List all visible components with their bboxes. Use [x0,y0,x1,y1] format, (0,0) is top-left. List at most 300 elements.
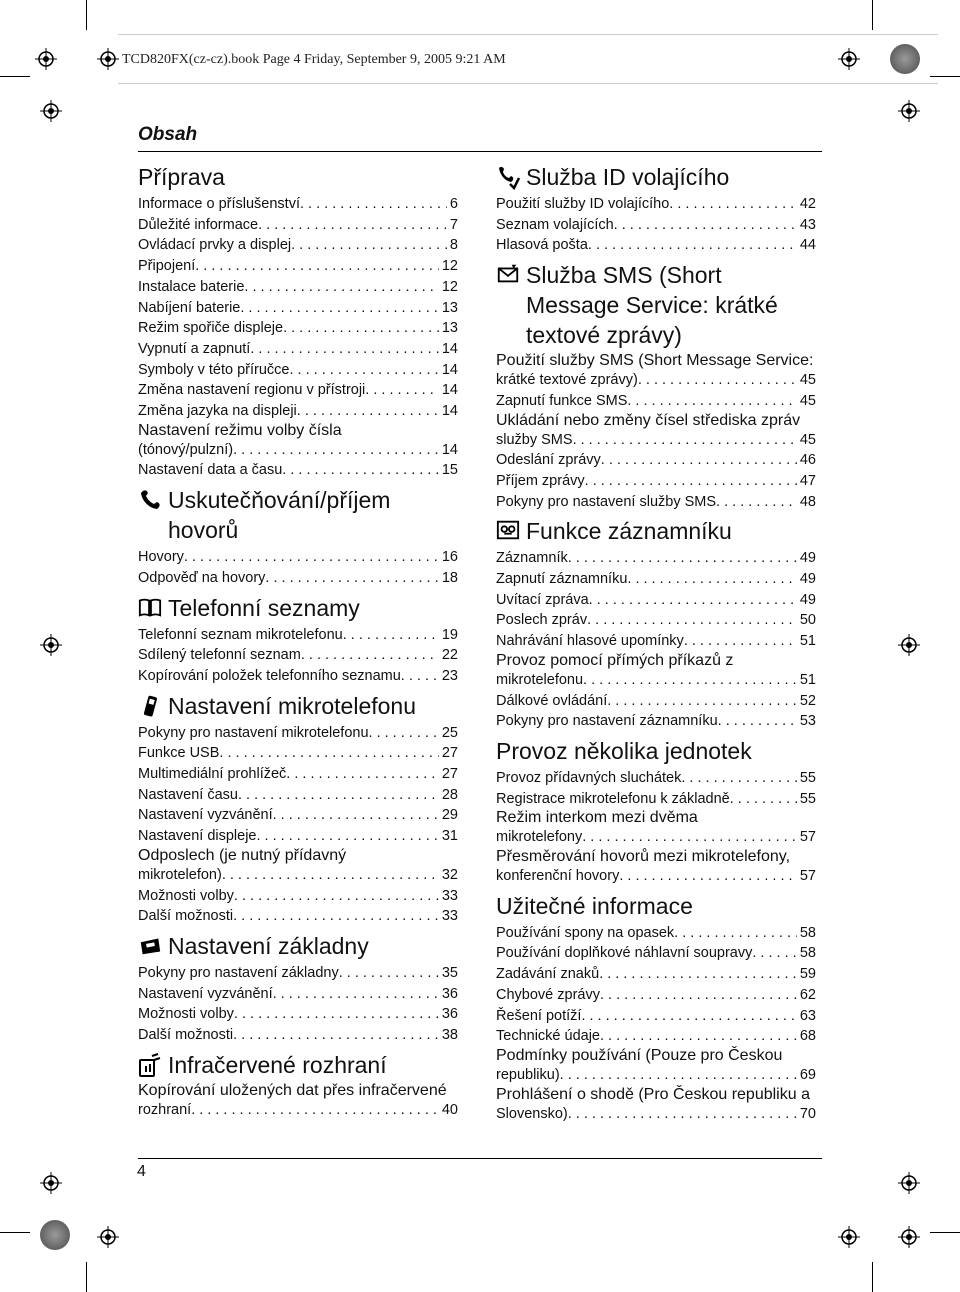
toc-entry-line: Nastavení režimu volby čísla [138,421,342,439]
toc-entry-page: 19 [441,626,458,643]
toc-entry-label: Používání spony na opasek [496,924,675,941]
toc-entry-page: 28 [441,786,458,803]
toc-entry[interactable] [138,194,458,215]
toc-entry-label: Pokyny pro nastavení základny [138,964,339,981]
registration-mark-icon [838,1226,860,1248]
toc-entry[interactable] [138,401,458,422]
dot-leader [681,768,796,789]
toc-entry-page: 53 [799,713,816,730]
toc-entry-label: Slovensko) [496,1105,568,1122]
toc-entry-line: Použití služby SMS (Short Message Service: [496,352,814,370]
toc-entry[interactable] [138,625,458,646]
toc-entry[interactable] [138,645,458,666]
toc-entry[interactable] [496,985,816,1006]
toc-entry[interactable] [138,984,458,1005]
toc-entry-label: Sdílený telefonní seznam [138,647,301,664]
toc-entry-line: Odposlech (je nutný přídavný [138,846,347,864]
toc-entry-page: 27 [441,766,458,783]
section-title [496,162,816,192]
dot-leader [674,923,797,944]
toc-entry-page: 31 [441,828,458,845]
toc-entry[interactable] [138,906,458,927]
toc-entry[interactable] [138,277,458,298]
toc-entry-label: Nastavení displeje [138,828,257,845]
toc-entry[interactable] [496,1104,816,1125]
crop-mark [872,1262,873,1292]
section-title [138,1050,458,1080]
toc-entry-label: Změna nastavení regionu v přístroji [138,382,366,399]
toc-entry[interactable] [496,610,816,631]
registration-mark-icon [898,100,920,122]
section-title-text: Nastavení mikrotelefonu [168,692,417,719]
toc-entry-label: Další možnosti [138,1027,234,1044]
toc-entry-page: 14 [441,403,458,420]
toc-entry[interactable] [496,964,816,985]
toc-entry[interactable] [138,1025,458,1046]
toc-entry-page: 18 [441,569,458,586]
section-title-text: Telefonní seznamy [168,594,360,621]
crop-mark [0,76,30,77]
toc-entry-page: 29 [441,807,458,824]
toc-entry-page: 36 [441,1006,458,1023]
toc-entry-page: 36 [441,985,458,1002]
toc-entry-label: republiku) [496,1066,560,1083]
dot-leader [588,235,797,256]
crop-mark [872,0,873,30]
toc-entry-label: Instalace baterie [138,278,245,295]
toc-entry-line: Ukládání nebo změny čísel střediska zpráv [496,411,801,429]
toc-entry[interactable] [496,711,816,732]
registration-mark-icon [898,1172,920,1194]
dot-leader [184,547,439,568]
dot-leader [573,430,797,451]
dot-leader [684,631,797,652]
dot-leader [599,964,797,985]
dot-leader [627,391,796,412]
dot-leader [265,568,438,589]
toc-entry-label: krátké textové zprávy) [496,372,638,389]
section-title-text: Funkce záznamníku [526,518,732,545]
toc-entry[interactable] [138,666,458,687]
crop-mark [86,1262,87,1292]
toc-entry-page: 57 [799,868,816,885]
toc-entry-page: 35 [441,964,458,981]
color-dot [40,1220,70,1250]
crop-mark [0,1232,30,1233]
toc-entry-label: Symboly v této příručce [138,361,290,378]
toc-entry[interactable] [496,430,816,451]
toc-entry-page: 38 [441,1027,458,1044]
dot-leader [219,743,438,764]
dot-leader [730,789,797,810]
dot-leader [600,1026,797,1047]
dot-leader [273,984,439,1005]
section-title-text: Příprava [138,164,225,190]
toc-entry-label: Vypnutí a zapnutí [138,340,251,357]
toc-entry[interactable] [138,785,458,806]
dot-leader [343,625,439,646]
dot-leader [619,866,797,887]
dot-leader [233,440,439,461]
section-title-text: Uskutečňování/příjem hovorů [168,487,391,544]
toc-entry-label: Použití služby ID volajícího [496,196,670,212]
toc-entry-label: Připojení [138,258,196,275]
dot-leader [233,1025,439,1046]
toc-entry[interactable] [138,743,458,764]
toc-entry[interactable] [138,764,458,785]
toc-entry-label: Uvítací zpráva [496,591,589,608]
dot-leader [752,943,797,964]
toc-entry-page: 63 [799,1007,816,1024]
dot-leader [238,785,439,806]
page-number: 4 [137,1163,146,1180]
dot-leader [234,886,439,907]
toc-entry-page: 32 [441,866,458,883]
toc-entry-label: Provoz přídavných sluchátek [496,769,682,786]
dot-leader [587,610,797,631]
toc-entry-page: 69 [799,1066,816,1083]
toc-entry[interactable] [496,194,816,215]
dot-leader [258,215,447,236]
section-title-text: Služba ID volajícího [526,164,730,190]
dot-leader [339,963,439,984]
toc-entry-label: Funkce USB [138,745,220,762]
toc-entry-label: Možnosti volby [138,887,234,904]
toc-entry[interactable] [496,548,816,569]
toc-entry-label: Pokyny pro nastavení služby SMS [496,493,717,510]
toc-entry-page: 13 [441,320,458,337]
toc-right-column [496,158,816,1124]
toc-entry-page: 58 [799,945,816,962]
toc-section [496,891,816,1125]
dot-leader [222,865,439,886]
toc-entry[interactable] [496,866,816,887]
section-title-text: Nastavení základny [168,932,369,959]
phone-icon [138,487,162,513]
toc-entry-page: 43 [799,216,816,233]
toc-entry-page: 49 [799,591,816,608]
toc-entry[interactable] [138,460,458,481]
dot-leader [250,339,439,360]
toc-entry-page: 58 [799,924,816,941]
toc-entry[interactable] [496,391,816,412]
toc-entry-page: 14 [441,340,458,357]
crop-mark [930,1232,960,1233]
toc-entry-label: Nastavení data a času [138,462,283,479]
toc-entry-label: Informace o příslušenství [138,196,300,212]
dot-leader [627,569,796,590]
section-title [496,260,816,350]
toc-entry[interactable] [496,691,816,712]
toc-entry-label: Multimediální prohlížeč [138,766,287,783]
toc-entry-label: Příjem zprávy [496,472,585,489]
registration-mark-icon [838,48,860,70]
section-title [138,485,458,545]
toc-entry-page: 47 [799,472,816,489]
toc-entry-page: 33 [441,908,458,925]
toc-entry-label: Nastavení vyzvánění [138,807,273,824]
toc-entry-page: 51 [799,671,816,688]
toc-entry-page: 14 [441,361,458,378]
toc-entry-label: Možnosti volby [138,1006,234,1023]
toc-entry-page: 52 [799,692,816,709]
toc-entry[interactable] [496,923,816,944]
toc-entry-page: 50 [799,612,816,629]
registration-mark-icon [35,48,57,70]
toc-entry[interactable] [138,380,458,401]
toc-entry-page: 57 [799,829,816,846]
toc-entry-page: 45 [799,392,816,409]
toc-entry-label: Hovory [138,549,184,566]
toc-section [138,931,458,1046]
toc-entry-label: Poslech zpráv [496,612,588,629]
toc-entry[interactable] [138,723,458,744]
toc-entry-label: Změna jazyka na displeji [138,403,297,420]
toc-entry[interactable] [138,298,458,319]
toc-entry[interactable] [496,943,816,964]
toc-entry[interactable] [138,360,458,381]
dot-leader [282,460,439,481]
toc-entry-page: 59 [799,966,816,983]
toc-section [496,516,816,732]
toc-entry-label: služby SMS [496,431,573,448]
toc-entry-label: Další možnosti [138,908,234,925]
toc-entry-page: 22 [441,647,458,664]
book-icon [138,595,162,621]
dot-leader [257,826,439,847]
toc-entry-page: 16 [441,549,458,566]
toc-entry-label: konferenční hovory [496,868,620,885]
dot-leader [614,215,797,236]
toc-entry[interactable] [496,450,816,471]
infrared-icon [138,1052,162,1078]
registration-mark-icon [40,634,62,656]
toc-entry-line: Prohlášení o shodě (Pro Českou republiku a [496,1085,810,1103]
toc-entry-line: Provoz pomocí přímých příkazů z [496,651,734,669]
registration-mark-icon [898,634,920,656]
dot-leader [273,805,439,826]
toc-entry-line: Režim interkom mezi dvěma [496,809,698,827]
dot-leader [244,277,438,298]
toc-entry-page: 45 [799,372,816,389]
dot-leader [401,666,439,687]
toc-entry[interactable] [138,886,458,907]
registration-mark-icon [97,1226,119,1248]
registration-mark-icon [40,100,62,122]
toc-entry[interactable] [496,670,816,691]
toc-entry-label: Důležité informace [138,216,259,233]
toc-title: Obsah [138,124,198,145]
toc-entry-label: Seznam volajících [496,216,614,233]
tape-icon [496,518,520,544]
toc-entry[interactable] [496,827,816,848]
toc-entry-page: 23 [441,667,458,684]
toc-entry-label: mikrotelefon) [138,866,222,883]
toc-entry-label: Telefonní seznam mikrotelefonu [138,626,343,643]
color-dot [890,44,920,74]
toc-entry-page: 25 [441,724,458,741]
toc-entry[interactable] [496,1065,816,1086]
toc-section [496,162,816,256]
toc-entry-page: 48 [799,493,816,510]
toc-entry[interactable] [496,1006,816,1027]
toc-entry-page: 27 [441,745,458,762]
toc-entry-label: Chybové zprávy [496,986,600,1003]
toc-entry-label: Nastavení času [138,786,238,803]
base-icon [138,933,162,959]
toc-entry[interactable] [138,339,458,360]
toc-entry-page: 15 [441,462,458,479]
toc-entry[interactable] [138,440,458,461]
toc-entry[interactable] [138,1100,458,1121]
dot-leader [601,450,797,471]
toc-entry[interactable] [496,1026,816,1047]
toc-entry-page: 44 [799,237,816,254]
page-header: TCD820FX(cz-cz).book Page 4 Friday, September 9, 2005 9:21 AM [122,52,506,67]
sms-icon [496,262,520,288]
dot-leader [582,827,797,848]
toc-entry-page: 14 [441,382,458,399]
toc-entry[interactable] [138,805,458,826]
toc-entry[interactable] [138,865,458,886]
dot-leader [240,298,438,319]
toc-entry-page: 42 [799,196,816,212]
toc-entry-label: Používání doplňkové náhlavní soupravy [496,945,753,962]
toc-entry-line: Podmínky používání (Pouze pro Českou [496,1046,783,1064]
toc-entry[interactable] [138,547,458,568]
registration-mark-icon [97,48,119,70]
section-title [496,516,816,546]
toc-entry[interactable] [496,590,816,611]
caller-id-icon [496,164,520,190]
toc-section [496,736,816,887]
toc-entry-page: 12 [441,258,458,275]
toc-entry-page: 46 [799,452,816,469]
toc-entry-page: 49 [799,550,816,567]
section-title-text: Infračervené rozhraní [168,1051,387,1078]
dot-leader [669,194,797,215]
toc-entry[interactable] [138,826,458,847]
toc-entry[interactable] [138,963,458,984]
toc-entry-page: 51 [799,633,816,650]
dot-leader [195,256,439,277]
toc-entry-label: rozhraní [138,1101,192,1118]
registration-mark-icon [898,1226,920,1248]
dot-leader [716,492,797,513]
handset-icon [138,693,162,719]
toc-entry[interactable] [138,215,458,236]
dot-leader [297,401,439,422]
dot-leader [718,711,797,732]
section-title [496,891,816,921]
toc-entry-label: Zapnutí záznamníku [496,571,628,588]
toc-entry-label: Kopírování položek telefonního seznamu [138,667,401,684]
toc-entry-page: 55 [799,769,816,786]
toc-entry-page: 68 [799,1028,816,1045]
toc-entry-label: mikrotelefonu [496,671,584,688]
toc-entry-page: 62 [799,986,816,1003]
toc-entry-label: Technické údaje [496,1028,600,1045]
toc-entry[interactable] [496,789,816,810]
toc-entry[interactable] [496,569,816,590]
dot-leader [301,645,439,666]
toc-section [138,162,458,481]
section-title-text: Užitečné informace [496,892,693,919]
toc-entry[interactable] [496,631,816,652]
dot-leader [560,1065,797,1086]
toc-divider [138,151,822,152]
toc-entry[interactable] [138,256,458,277]
toc-entry[interactable] [138,568,458,589]
registration-mark-icon [40,1172,62,1194]
toc-section [496,260,816,512]
toc-entry-page: 70 [799,1105,816,1122]
toc-entry-page: 12 [441,278,458,295]
dot-leader [191,1100,439,1121]
toc-entry-page: 7 [449,216,458,233]
dot-leader [568,548,797,569]
toc-entry-page: 45 [799,431,816,448]
toc-entry-line: Přesměrování hovorů mezi mikrotelefony, [496,848,791,866]
toc-left-column [138,158,458,1121]
toc-entry-page: 8 [449,237,458,254]
footer-divider [138,1158,822,1159]
toc-entry[interactable] [138,318,458,339]
dot-leader [234,1004,439,1025]
toc-section [138,485,458,588]
section-title [138,931,458,961]
toc-entry-label: Odeslání zprávy [496,452,601,469]
toc-entry[interactable] [496,768,816,789]
toc-section [138,691,458,927]
toc-entry-page: 33 [441,887,458,904]
toc-entry[interactable] [496,471,816,492]
toc-entry[interactable] [138,1004,458,1025]
toc-entry-label: Režim spořiče displeje [138,320,284,337]
toc-section [138,593,458,687]
dot-leader [369,723,439,744]
toc-entry-label: (tónový/pulzní) [138,441,234,458]
section-title-text: Provoz několika jednotek [496,737,752,764]
section-title [496,736,816,766]
crop-mark [930,76,960,77]
toc-entry-page: 55 [799,790,816,807]
toc-entry-label: Pokyny pro nastavení záznamníku [496,713,718,730]
dot-leader [589,590,797,611]
dot-leader [607,691,797,712]
toc-entry[interactable] [496,370,816,391]
toc-entry-page: 14 [441,441,458,458]
toc-entry[interactable] [496,215,816,236]
toc-entry-page: 49 [799,571,816,588]
toc-entry-label: Registrace mikrotelefonu k základně [496,790,730,807]
dot-leader [286,764,439,785]
toc-entry-label: mikrotelefony [496,829,583,846]
dot-leader [581,1006,796,1027]
toc-entry-page: 40 [441,1101,458,1118]
toc-entry-label: Řešení potíží [496,1007,582,1024]
toc-entry-label: Nahrávání hlasové upomínky [496,633,684,650]
toc-entry-label: Nastavení vyzvánění [138,985,273,1002]
toc-entry-line: Kopírování uložených dat přes infračervené [138,1081,447,1099]
section-title [138,162,458,192]
dot-leader [568,1104,797,1125]
toc-entry[interactable] [496,492,816,513]
toc-entry[interactable] [138,235,458,256]
toc-entry-label: Nabíjení baterie [138,299,241,316]
dot-leader [583,670,797,691]
toc-entry[interactable] [496,235,816,256]
